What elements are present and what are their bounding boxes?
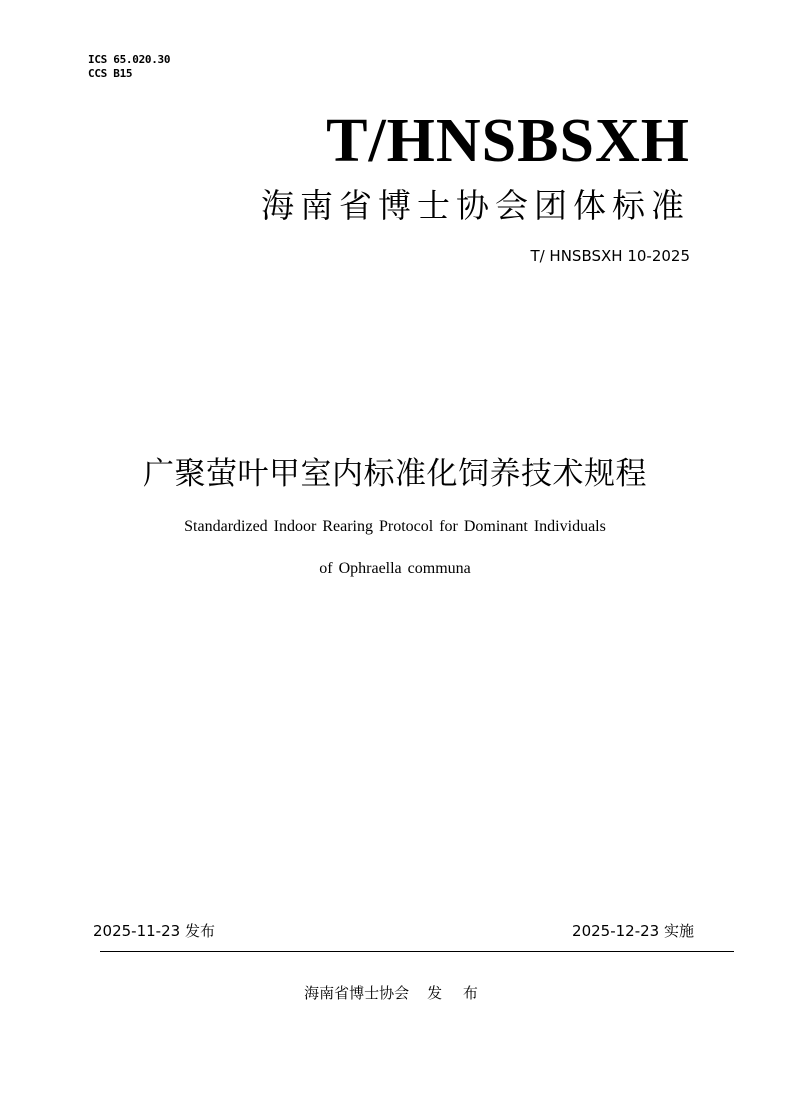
- footer-divider: [100, 951, 734, 952]
- standard-code-heading: T/HNSBSXH: [326, 107, 690, 175]
- document-title-english-line2: of Ophraella communa: [319, 560, 471, 577]
- publish-date: 2025-11-23 发布: [93, 922, 215, 940]
- publisher-verb: 发 布: [427, 984, 486, 1002]
- implement-date: 2025-12-23 实施: [572, 922, 694, 940]
- publisher-line: [0, 982, 790, 1004]
- publisher-name: 海南省博士协会: [304, 984, 410, 1002]
- document-title-chinese: 广聚萤叶甲室内标准化饲养技术规程: [143, 456, 647, 492]
- standard-number: T/ HNSBSXH 10-2025: [530, 247, 690, 265]
- document-title-english-line1: Standardized Indoor Rearing Protocol for Dominant Individuals: [184, 518, 606, 535]
- organization-standard-title: 海南省博士协会团体标准: [261, 186, 690, 225]
- ics-code: ICS 65.020.30: [88, 53, 171, 66]
- ccs-code: CCS B15: [88, 67, 133, 80]
